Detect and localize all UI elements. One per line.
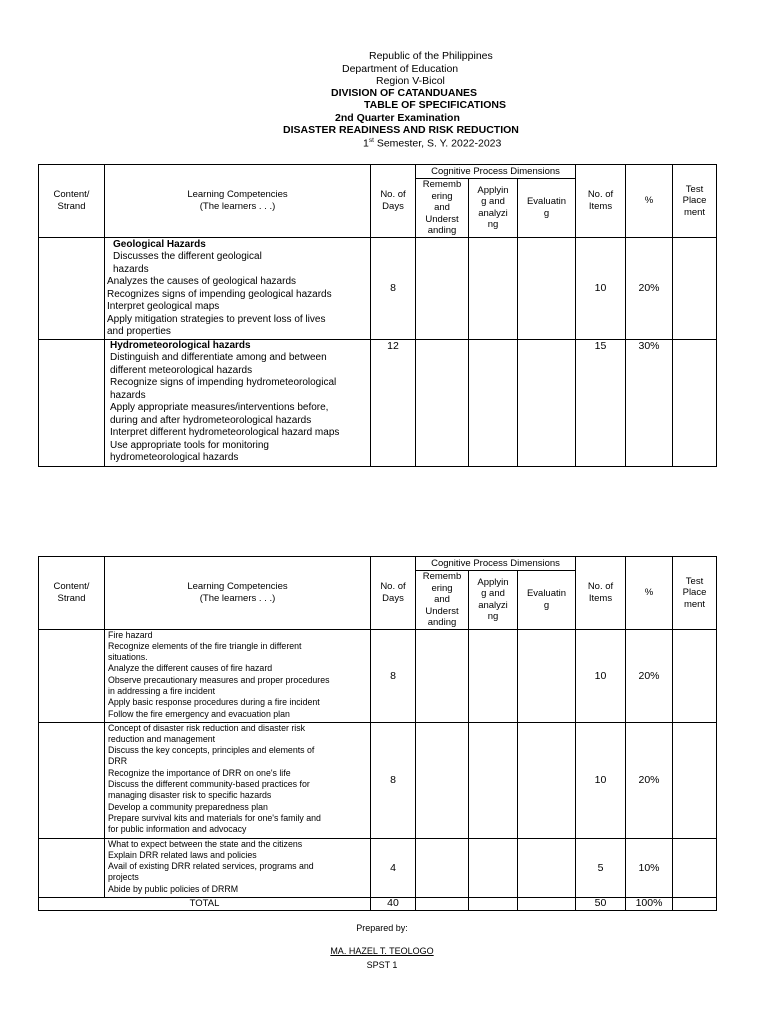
specifications-table-2 [38,556,717,911]
applying-header: Applyin g and analyzi ng [469,571,518,630]
competencies-header: Learning Competencies (The learners . . .) [105,165,371,238]
doc-title: TABLE OF SPECIFICATIONS [364,99,506,111]
items-cell: 10 [576,237,626,339]
days-cell: 8 [371,237,416,339]
items-cell: 10 [576,722,626,838]
competency-cell: Geological Hazards Discusses the different geological hazards Analyzes the causes of geological hazards Recognizes signs of impending geological hazards Interpret geological maps Apply mitigation strategies to prevent loss of lives and properties [105,237,371,339]
competency-cell: Hydrometeorological hazards Distinguish and differentiate among and between different meteorological hazards Recognize signs of impending hydrometeorological hazards Apply appropriate measures/interventions before, during and after hydrometeorological hazards Interpret different hydrometeorological hazard maps Use appropriate tools for monitoring hydrometeorological hazards [105,339,371,466]
evaluating-header: Evaluatin g [518,179,576,238]
content-strand-header: Content/ Strand [39,557,105,630]
semester-line: 1st Semester, S. Y. 2022-2023 [363,137,502,150]
days-cell: 4 [371,838,416,897]
region-line: Region V-Bicol [376,75,445,87]
table-row [39,722,717,838]
total-row [39,897,717,910]
republic-line: Republic of the Philippines [369,50,493,62]
preparer-name-wrap [0,946,766,956]
days-header: No. of Days [371,557,416,630]
prepared-by-label: Prepared by: [356,923,408,933]
table-row [39,339,717,466]
items-header: No. of Items [576,165,626,238]
exam-line: 2nd Quarter Examination [335,112,460,124]
percent-cell: 10% [626,838,673,897]
items-cell: 5 [576,838,626,897]
cognitive-header: Cognitive Process Dimensions [416,165,576,179]
evaluating-header: Evaluatin g [518,571,576,630]
competency-cell: What to expect between the state and the citizens Explain DRR related laws and policies Avail of existing DRR related services, programs and projects Abide by public policies of DRRM [105,838,371,897]
table-row [39,237,717,339]
total-percent: 100% [626,897,673,910]
preparer-position: SPST 1 [366,960,398,970]
preparer-name: MA. HAZEL T. TEOLOGO [330,946,434,956]
remembering-header: Rememb ering and Underst anding [416,571,469,630]
percent-cell: 30% [626,339,673,466]
total-label: TOTAL [39,897,371,910]
cognitive-header: Cognitive Process Dimensions [416,557,576,571]
percent-cell: 20% [626,237,673,339]
items-header: No. of Items [576,557,626,630]
specifications-table-1 [38,164,717,467]
placement-header: Test Place ment [673,557,717,630]
applying-header: Applyin g and analyzi ng [469,179,518,238]
division-line: DIVISION OF CATANDUANES [331,87,478,99]
percent-cell: 20% [626,722,673,838]
percent-header: % [626,557,673,630]
days-cell: 12 [371,339,416,466]
percent-cell: 20% [626,629,673,722]
days-cell: 8 [371,722,416,838]
subject-line: DISASTER READINESS AND RISK REDUCTION [283,124,519,136]
table-row [39,629,717,722]
remembering-header: Rememb ering and Underst anding [416,179,469,238]
placement-header: Test Place ment [673,165,717,238]
total-days: 40 [371,897,416,910]
total-items: 50 [576,897,626,910]
items-cell: 10 [576,629,626,722]
days-cell: 8 [371,629,416,722]
content-strand-header: Content/ Strand [39,165,105,238]
competency-cell: Fire hazard Recognize elements of the fire triangle in different situations. Analyze the different causes of fire hazard Observe precautionary measures and proper procedures in addressing a fire incident Apply basic response procedures during a fire incident Follow the fire emergency and evacuation plan [105,629,371,722]
table-row [39,838,717,897]
department-line: Department of Education [342,63,459,75]
competency-cell: Concept of disaster risk reduction and disaster risk reduction and management Discuss the key concepts, principles and elements of DRR Recognize the importance of DRR on one's life Discuss the different community-based practices for managing disaster risk to specific hazards Develop a community preparedness plan Prepare survival kits and materials for one's family and for public information and advocacy [105,722,371,838]
competencies-header: Learning Competencies (The learners . . .) [105,557,371,630]
days-header: No. of Days [371,165,416,238]
items-cell: 15 [576,339,626,466]
percent-header: % [626,165,673,238]
